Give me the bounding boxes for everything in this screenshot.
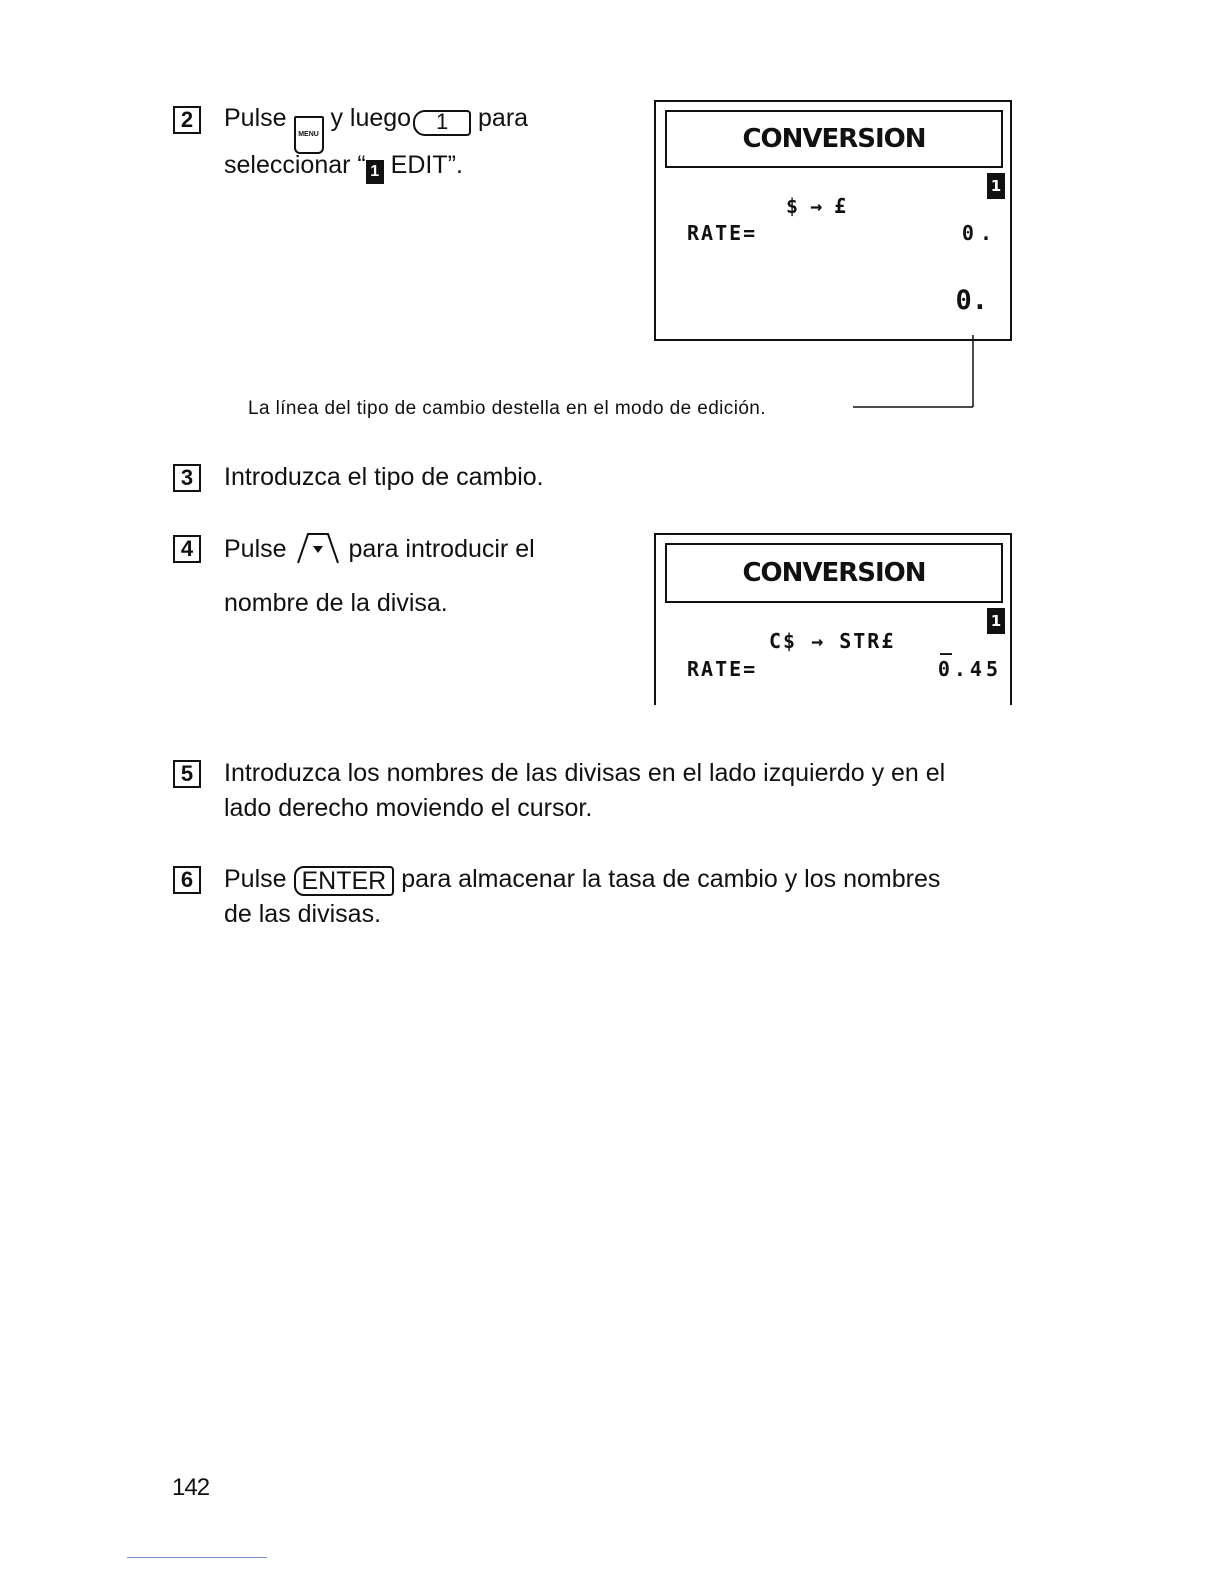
step-4-post: para introducir el — [348, 535, 535, 563]
step-number-4: 4 — [173, 535, 201, 563]
page-number: 142 — [172, 1474, 210, 1501]
step-5-line1: Introduzca los nombres de las divisas en el lado izquierdo y en el — [224, 759, 946, 787]
step-3-text: Introduzca el tipo de cambio. — [224, 463, 544, 491]
step-6-post: para almacenar la tasa de cambio y los nombres — [401, 865, 941, 893]
caption: La línea del tipo de cambio destella en el modo de edición. — [248, 398, 766, 419]
calculator-screen-1 — [654, 100, 1012, 341]
step-number-3: 3 — [173, 464, 201, 492]
step-2-line2 — [224, 148, 463, 184]
step-2-post: para — [478, 104, 529, 132]
screen-2-title: CONVERSION — [665, 543, 1003, 603]
step-2-line2-post: EDIT”. — [383, 151, 463, 179]
step-number-6: 6 — [173, 866, 201, 894]
step-6-line1 — [224, 862, 940, 896]
bottom-rule — [127, 1557, 267, 1558]
down-arrow-key-icon — [294, 531, 342, 565]
screen-2-cursor: _ — [940, 631, 953, 655]
screen-2-rate-value: 0.45 — [937, 657, 1002, 681]
step-6-line2: de las divisas. — [224, 900, 382, 928]
step-number-5: 5 — [173, 760, 201, 788]
step-2-line2-pre: seleccionar “ — [224, 151, 366, 179]
screen-2-indicator-icon: 1 — [987, 608, 1005, 634]
step-5-line2: lado derecho moviendo el cursor. — [224, 794, 593, 822]
step-6-pre: Pulse — [224, 865, 287, 893]
screen-1-indicator-icon: 1 — [987, 173, 1005, 199]
caption-leader-line — [845, 335, 985, 415]
step-4-pre: Pulse — [224, 535, 287, 563]
screen-1-rate-label: RATE= — [687, 221, 758, 245]
key-1-icon: 1 — [413, 110, 471, 136]
screen-1-title: CONVERSION — [665, 110, 1003, 168]
step-4-line2: nombre de la divisa. — [224, 589, 448, 617]
step-4-text — [224, 531, 535, 566]
screen-2-rate-label: RATE= — [687, 657, 758, 681]
screen-1-display: 0. — [955, 285, 988, 316]
step-2-pre: Pulse — [224, 104, 287, 132]
screen-1-currencies: $ → £ — [786, 194, 847, 218]
screen-2-currencies: C$ → STR£ — [769, 629, 896, 653]
step-2-mid: y luego — [330, 104, 412, 132]
enter-key-icon: ENTER — [294, 866, 395, 896]
step-2-text — [224, 101, 528, 154]
calculator-screen-2 — [654, 533, 1012, 705]
step-number-2: 2 — [173, 106, 201, 134]
menu-key-icon: MENU — [294, 116, 324, 154]
screen-1-rate-value: 0. — [961, 221, 998, 245]
edit-indicator-icon: 1 — [366, 160, 384, 184]
